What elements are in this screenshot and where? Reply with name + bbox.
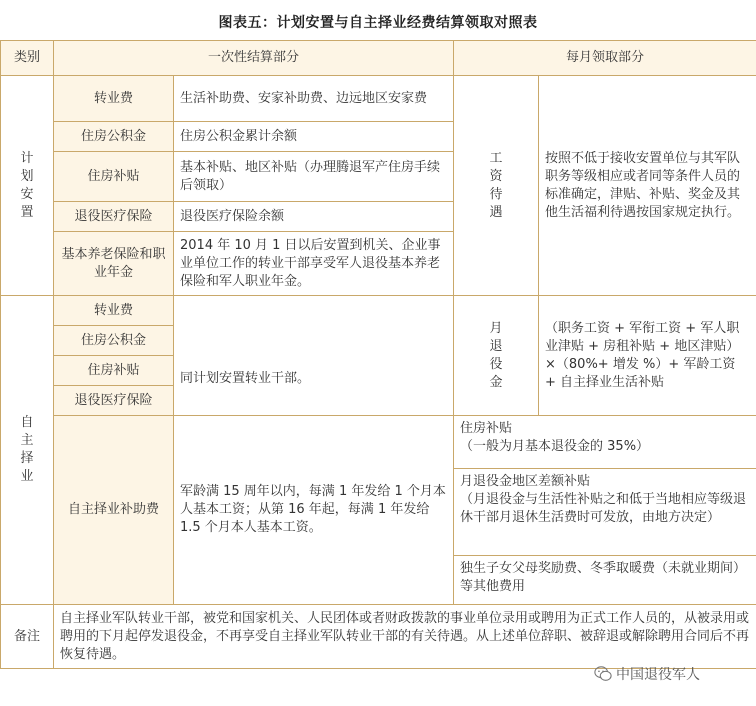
table-title: 图表五：计划安置与自主择业经费结算领取对照表: [218, 15, 538, 31]
comparison-table: [0, 40, 756, 669]
self-category-label: 自主择业: [20, 415, 34, 484]
plan-category-label: 计划安置: [20, 150, 34, 220]
extra-housing: 住房补贴 （一般为月基本退役金的 35%）: [460, 421, 650, 454]
self-category: [1, 296, 54, 605]
self-monthly-label: 月退役金: [489, 320, 503, 390]
extra-regional-diff: 月退役金地区差额补贴 （月退役金与生活性补贴之和低于当地相应等级退休干部月退休生活费时可发放，由地方决定）: [454, 468, 756, 555]
watermark-text: 中国退役军人: [616, 667, 700, 683]
wechat-icon: [594, 665, 612, 683]
self-subsidy-label: 自主择业补助费: [54, 416, 174, 605]
self-extra-cell: [454, 416, 756, 605]
plan-row-content: 退役医疗保险余额: [174, 202, 454, 232]
plan-row-label: 住房公积金: [54, 122, 174, 152]
self-row-label: 退役医疗保险: [54, 386, 174, 416]
note-content: 自主择业军队转业干部，被党和国家机关、人民团体或者财政拨款的事业单位录用或聘用为正式工作人员的，从被录用或聘用的下月起停发退役金，不再享受自主择业军队转业干部的有关待遇。从上述单位辞职、被辞退或解除聘用合同后不再恢复待遇。: [54, 605, 756, 669]
self-subsidy-content: 军龄满 15 周年以内，每满 1 年发给 1 个月本人基本工资；从第 16 年起，每满 1 年发给 1.5 个月本人基本工资。: [174, 416, 454, 605]
header-one-time: 一次性结算部分: [54, 41, 454, 76]
self-row-label: 转业费: [54, 296, 174, 326]
plan-row-content: 生活补助费、安家补助费、边远地区安家费: [174, 76, 454, 122]
self-monthly-content: （职务工资 + 军衔工资 + 军人职业津贴 + 房租补贴 + 地区津贴）×（80%+ 增发 %）+ 军龄工资 + 自主择业生活补贴: [539, 296, 756, 416]
self-row-label: 住房补贴: [54, 356, 174, 386]
self-shared-content: 同计划安置转业干部。: [174, 296, 454, 416]
extra-other-fees: 独生子女父母奖励费、冬季取暖费（未就业期间）等其他费用: [454, 555, 756, 604]
plan-row-content: 基本补贴、地区补贴（办理腾退军产住房手续后领取）: [174, 152, 454, 202]
header-category: 类别: [1, 41, 54, 76]
note-label: 备注: [1, 605, 54, 669]
plan-row-label: 住房补贴: [54, 152, 174, 202]
plan-row-content: 2014 年 10 月 1 日以后安置到机关、企业事业单位工作的转业干部享受军人退役基本养老保险和军人职业年金。: [174, 232, 454, 296]
plan-monthly-label-cell: [454, 76, 539, 296]
plan-row-content: 住房公积金累计余额: [174, 122, 454, 152]
plan-monthly-content: 按照不低于接收安置单位与其军队职务等级相应或者同等条件人员的标准确定，津贴、补贴、奖金及其他生活福利待遇按国家规定执行。: [539, 76, 756, 296]
plan-category: [1, 76, 54, 296]
watermark: [594, 664, 700, 684]
header-monthly: 每月领取部分: [454, 41, 756, 76]
plan-row-label: 退役医疗保险: [54, 202, 174, 232]
plan-monthly-label: 工资待遇: [489, 150, 503, 220]
plan-row-label: 转业费: [54, 76, 174, 122]
plan-row-label: 基本养老保险和职业年金: [54, 232, 174, 296]
self-row-label: 住房公积金: [54, 326, 174, 356]
self-monthly-label-cell: [454, 296, 539, 416]
